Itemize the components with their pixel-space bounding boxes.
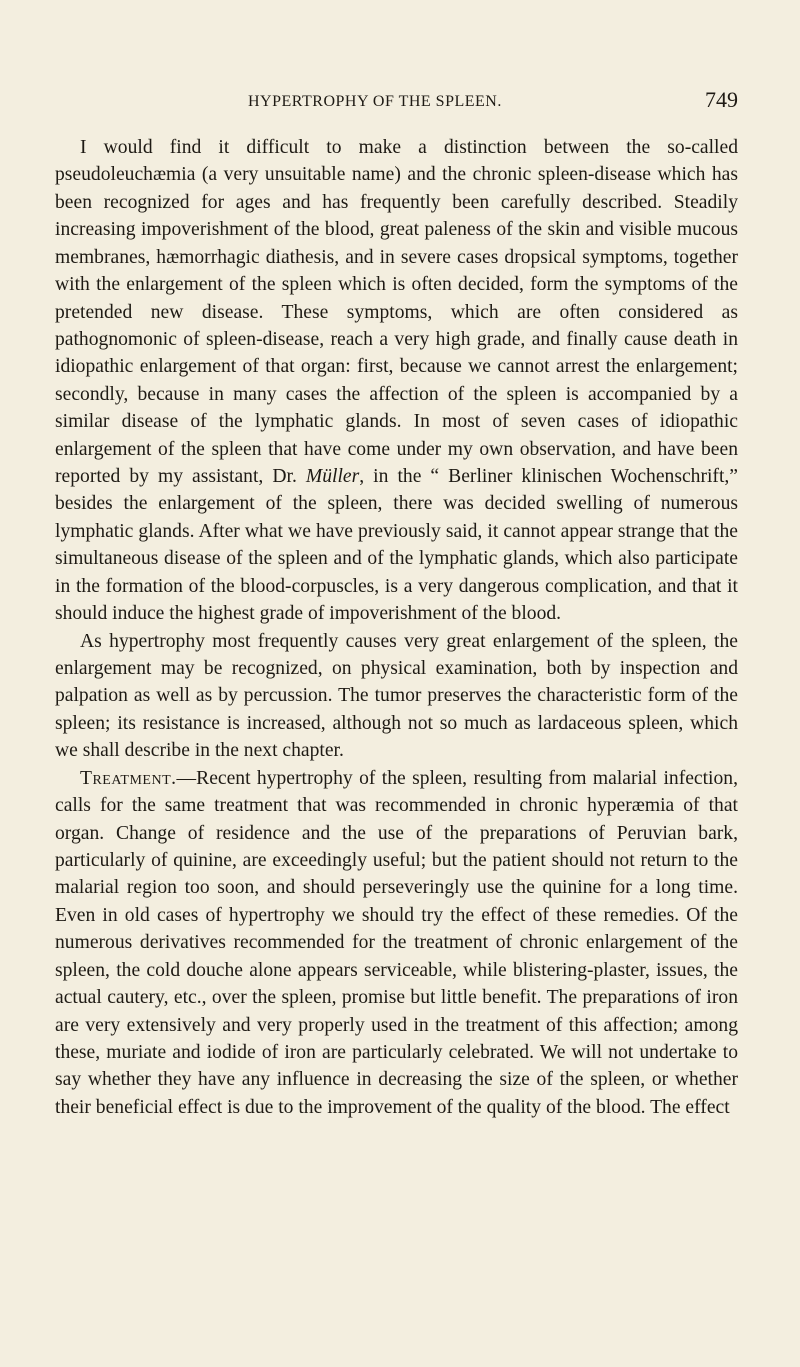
body-text bbox=[55, 134, 738, 1121]
paragraph-text-continued: , in the “ Berliner klinischen Wochenschrift,” besides the enlargement of the spleen, there was decided swelling of numerous lymphatic glands. After what we have previously said, it cannot appear strange that the simultaneous disease of the spleen and of the lymphatic glands, which also participate in the formation of the blood-corpuscles, is a very dangerous complication, and that it should induce the highest grade of impoverishment of the blood. bbox=[55, 466, 738, 625]
page-number: 749 bbox=[705, 87, 738, 112]
paragraph-text: I would find it difficult to make a distinction between the so-called pseudoleuchæmia (a very unsuitable name) and the chronic spleen-disease which has been recognized for ages and has frequently been carefully described. Steadily increasing impoverishment of the blood, great paleness of the skin and visible mucous membranes, hæmorrhagic diathesis, and in severe cases dropsical symptoms, together with the enlargement of the spleen which is often decided, form the symptoms of the pretended new disease. These symptoms, which are often considered as pathognomonic of spleen-disease, reach a very high grade, and finally cause death in idiopathic enlargement of that organ: first, because we cannot arrest the enlargement; secondly, because in many cases the affection of the spleen is accompanied by a similar disease of the lymphatic glands. In most of seven cases of idiopathic enlargement of the spleen that have come under my own observation, and have been reported by my assistant, Dr. bbox=[55, 137, 738, 488]
running-head bbox=[248, 86, 738, 112]
running-title: HYPERTROPHY OF THE SPLEEN. bbox=[248, 93, 502, 110]
paragraph-pseudoleuchaemia bbox=[55, 134, 738, 628]
paragraph-treatment bbox=[55, 765, 738, 1121]
section-heading-treatment: Treatment. bbox=[80, 767, 177, 789]
author-name: Müller bbox=[305, 466, 360, 488]
paragraph-text: —Recent hypertrophy of the spleen, resulting from malarial infection, calls for the same treatment that was recommended in chronic hyperæmia of that organ. Change of residence and the use of the preparations of Peruvian bark, particularly of quinine, are exceedingly useful; but the patient should not return to the malarial region too soon, and should perseveringly use the quinine for a long time. Even in old cases of hypertrophy we should try the effect of these remedies. Of the numerous derivatives recommended for the treatment of chronic enlargement of the spleen, the cold douche alone appears serviceable, while blistering-plaster, issues, the actual cautery, etc., over the spleen, promise but little benefit. The preparations of iron are very extensively and very properly used in the treatment of this affection; among these, muriate and iodide of iron are particularly celebrated. We will not undertake to say whether they have any influence in decreasing the size of the spleen, or whether their beneficial effect is due to the improvement of the quality of the blood. The effect bbox=[55, 767, 738, 1118]
paragraph-diagnosis: As hypertrophy most frequently causes very great enlargement of the spleen, the enlargement may be recognized, on physical examination, both by inspection and palpation as well as by percussion. The tumor preserves the characteristic form of the spleen; its resistance is increased, although not so much as lardaceous spleen, which we shall describe in the next chapter. bbox=[55, 630, 738, 762]
